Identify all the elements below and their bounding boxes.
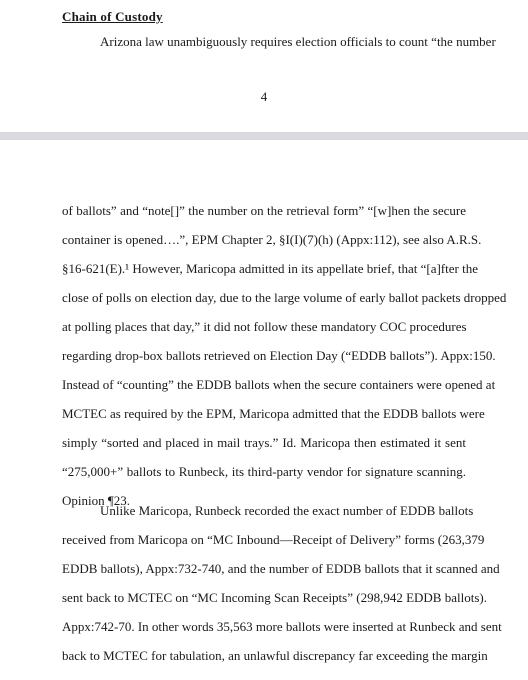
text-line: received from Maricopa on “MC Inbound—Receipt of Delivery” forms (263,379 bbox=[62, 532, 485, 547]
document-page-bottom bbox=[0, 140, 528, 680]
text-line: of ballots” and “note[]” the number on the retrieval form” “[w]hen the secure bbox=[62, 203, 466, 218]
text-line: Appx:742-70. In other words 35,563 more ballots were inserted at Runbeck and sent bbox=[62, 619, 502, 634]
text-line: Unlike Maricopa, Runbeck recorded the exact number of EDDB ballots bbox=[100, 503, 474, 518]
page-number: 4 bbox=[260, 89, 268, 104]
section-heading: Chain of Custody bbox=[62, 9, 163, 24]
text-line: “275,000+” ballots to Runbeck, its third-party vendor for signature scanning. bbox=[62, 464, 466, 479]
text-line: sent back to MCTEC on “MC Incoming Scan Receipts” (298,942 EDDB ballots). bbox=[62, 590, 487, 605]
text-line: at polling places that day,” it did not follow these mandatory COC procedures bbox=[62, 319, 467, 334]
paragraph-2 bbox=[62, 496, 502, 670]
paragraph-lead-line: Arizona law unambiguously requires election officials to count “the number bbox=[100, 34, 496, 49]
text-line: Instead of “counting” the EDDB ballots when the secure containers were opened at bbox=[62, 377, 496, 392]
text-line: MCTEC as required by the EPM, Maricopa admitted that the EDDB ballots were bbox=[62, 406, 485, 421]
document-page-top bbox=[0, 0, 528, 132]
text-line: container is opened….”, EPM Chapter 2, §I(I)(7)(h) (Appx:112), see also A.R.S. bbox=[62, 232, 482, 247]
text-line: regarding drop-box ballots retrieved on Election Day (“EDDB ballots”). Appx:150. bbox=[62, 348, 496, 363]
page-separator bbox=[0, 132, 528, 140]
text-line: Opinion ¶23. bbox=[62, 493, 131, 508]
text-line: simply “sorted and placed in mail trays.” Id. Maricopa then estimated it sent bbox=[62, 435, 466, 450]
text-line: back to MCTEC for tabulation, an unlawful discrepancy far exceeding the margin bbox=[62, 648, 488, 663]
text-line: close of polls on election day, due to the large volume of early ballot packets dropped bbox=[62, 290, 507, 305]
paragraph-1 bbox=[62, 196, 507, 515]
text-line: EDDB ballots), Appx:732-740, and the number of EDDB ballots that it scanned and bbox=[62, 561, 500, 576]
text-line: §16-621(E).¹ However, Maricopa admitted in its appellate brief, that “[a]fter the bbox=[62, 261, 478, 276]
